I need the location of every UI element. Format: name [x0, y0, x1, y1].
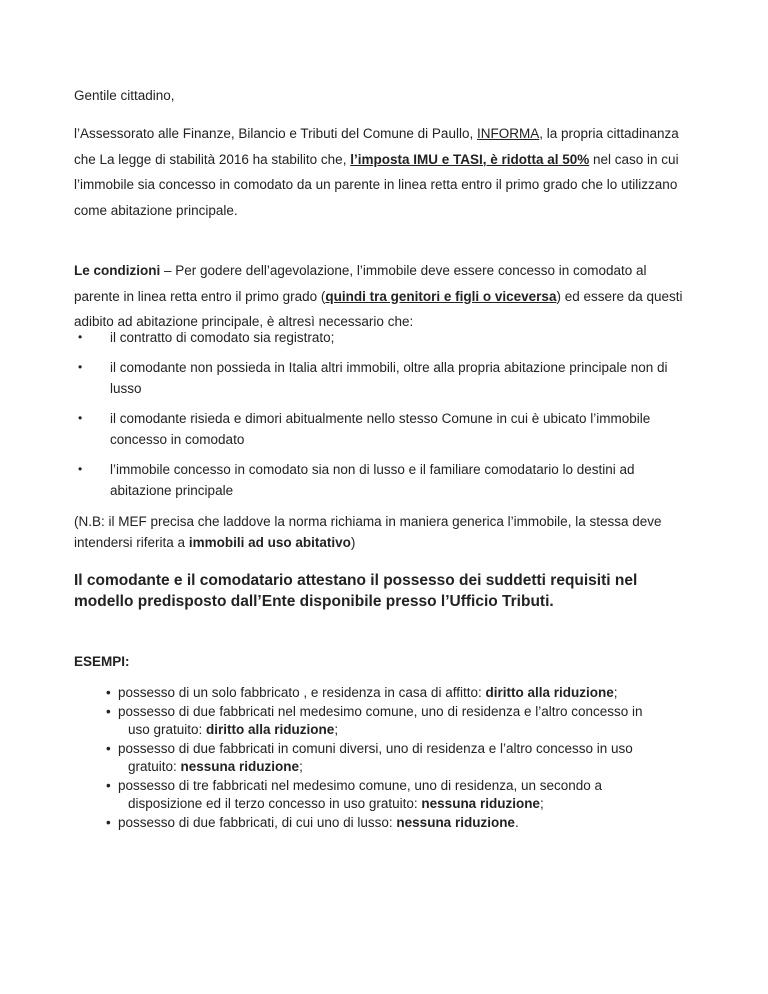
example-end: ;: [539, 796, 544, 811]
examples-list: [74, 684, 694, 832]
condition-text: l’immobile concesso in comodato sia non di lusso e il familiare comodatario lo destini ad abitazione principale: [110, 462, 635, 498]
intro-paragraph: [74, 121, 694, 223]
conditions-paragraph: [74, 258, 694, 335]
list-item: [74, 327, 694, 348]
example-end: .: [514, 814, 519, 830]
intro-part2: , la propria cittadinanza che La legge di stabilità 2016 ha stabilito che,: [74, 126, 679, 167]
bullet-icon: •: [78, 462, 83, 476]
example-result: diritto alla riduzione: [485, 685, 614, 700]
example-text: possesso di due fabbricati, di cui uno di lusso:: [118, 814, 397, 830]
bullet-icon: •: [78, 411, 83, 425]
list-item: [74, 684, 694, 703]
example-result: diritto alla riduzione: [206, 722, 335, 737]
bullet-icon: •: [106, 814, 111, 830]
examples-title: ESEMPI:: [74, 654, 130, 669]
example-text: possesso di due fabbricati nel medesimo comune, uno di residenza e l’altro concesso in: [118, 703, 643, 719]
list-item: [74, 703, 694, 740]
list-item: [74, 408, 694, 450]
list-item: [74, 814, 694, 833]
condition-text: il comodante non possieda in Italia altri immobili, oltre alla propria abitazione principale non di lusso: [110, 360, 668, 396]
note-text2: ): [350, 535, 356, 550]
intro-part3: nel caso in cui l’immobile sia concesso in comodato da un parente in linea retta entro il primo grado che lo utilizzano come abitazione principale.: [74, 151, 679, 218]
intro-part1: l’Assessorato alle Finanze, Bilancio e Tributi del Comune di Paullo,: [74, 126, 477, 141]
example-end: ;: [613, 685, 618, 700]
list-item: [74, 357, 694, 399]
attest-heading: Il comodante e il comodatario attestano il possesso dei suddetti requisiti nel modello predisposto dall’Ente disponibile presso l’Ufficio Tributi.: [74, 572, 638, 610]
conditions-list: [74, 327, 694, 510]
example-result: nessuna riduzione: [396, 814, 515, 830]
bullet-icon: •: [78, 360, 83, 374]
list-item: [74, 777, 694, 814]
example-text: possesso di tre fabbricati nel medesimo comune, uno di residenza, un secondo a: [118, 777, 603, 793]
example-text: possesso di due fabbricati in comuni diversi, uno di residenza e l’altro concesso in uso: [118, 740, 633, 756]
example-text: possesso di un solo fabbricato , e residenza in casa di affitto:: [118, 685, 486, 700]
condition-text: il contratto di comodato sia registrato;: [110, 330, 335, 345]
imu-tasi-highlight: l’imposta IMU e TASI, è ridotta al 50%: [350, 151, 590, 167]
list-item: [74, 740, 694, 777]
bullet-icon: •: [106, 740, 111, 756]
note-text1: (N.B: il MEF precisa che laddove la norma richiama in maniera generica l’immobile, la stessa deve intendersi riferita a: [74, 514, 662, 550]
example-result: nessuna riduzione: [180, 759, 300, 774]
conditions-text1: – Per godere dell’agevolazione, l’immobile deve essere concesso in comodato al parente in linea retta entro il primo grado (: [74, 263, 647, 304]
example-text-cont: uso gratuito:: [128, 722, 207, 737]
list-item: [74, 459, 694, 501]
conditions-emphasis: quindi tra genitori e figli o viceversa: [325, 288, 557, 304]
bullet-icon: •: [106, 685, 111, 700]
example-end: ;: [299, 759, 303, 774]
mef-note: [74, 511, 694, 553]
example-text-cont: gratuito:: [128, 759, 181, 774]
example-result: nessuna riduzione: [421, 796, 540, 811]
bullet-icon: •: [106, 703, 111, 719]
note-bold: immobili ad uso abitativo: [188, 535, 351, 550]
example-text-cont: disposizione ed il terzo concesso in uso gratuito:: [128, 796, 422, 811]
informa-text: INFORMA: [476, 126, 540, 141]
bullet-icon: •: [106, 777, 111, 793]
condition-text: il comodante risieda e dimori abitualmente nello stesso Comune in cui è ubicato l’immobile concesso in comodato: [110, 411, 651, 447]
greeting: Gentile cittadino,: [74, 88, 175, 103]
conditions-text2: ) ed essere da questi adibito ad abitazione principale, è altresì necessario che:: [74, 288, 683, 329]
bullet-icon: •: [78, 330, 83, 344]
conditions-heading: Le condizioni: [74, 263, 161, 278]
example-end: ;: [334, 722, 339, 737]
